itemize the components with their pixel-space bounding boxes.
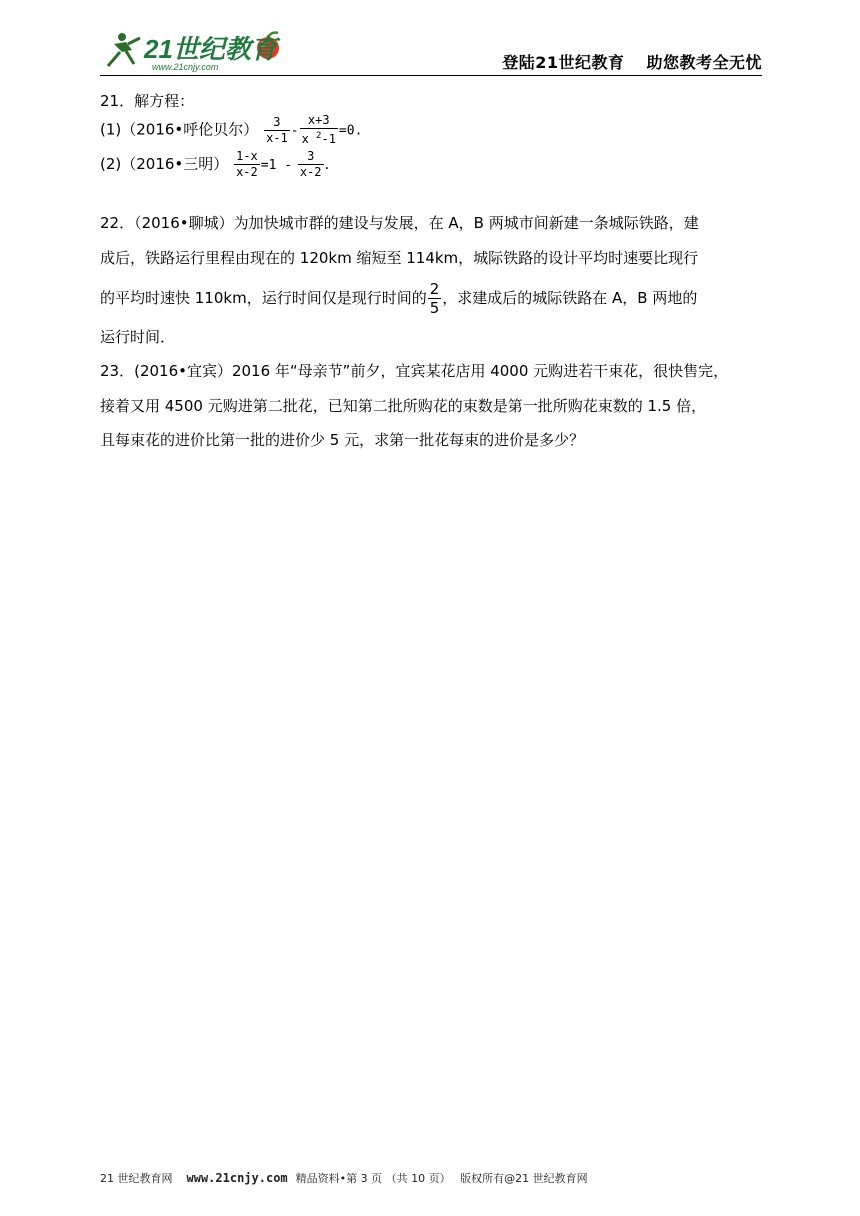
- header-divider: [100, 75, 762, 76]
- q22-fraction: $\frac{2}{5}$: [429, 280, 440, 317]
- footer-copyright: 版权所有@21 世纪教育网: [460, 1172, 588, 1185]
- q21-p2-label: (2)（2016•三明）: [100, 155, 229, 173]
- slogan-left: 登陆21世纪教育: [502, 53, 625, 72]
- q22-line-2: 成后，铁路运行里程由现在的 120km 缩短至 114km，城际铁路的设计平均时速要比现行: [100, 249, 699, 267]
- q22-line-1: 22．（2016•聊城）为加快城市群的建设与发展，在 A，B 两城市间新建一条城际铁路，建: [100, 214, 699, 232]
- q21-p2-fraction-1: $\frac{1-x}{x-2}$: [236, 149, 258, 179]
- q21-p2-tail: .: [324, 155, 330, 173]
- footer-page: 精品资料•第 3 页 （共 10 页）: [295, 1172, 451, 1185]
- q22-line-4: 运行时间．: [100, 328, 176, 346]
- q21-part2: [100, 149, 329, 181]
- q21-p2-mid: =1 -: [260, 158, 293, 173]
- q23-line-3: 且每束花的进价比第一批的进价少 5 元，求第一批花每束的进价是多少？: [100, 431, 585, 449]
- q21-p1-fraction-1: $\frac{3}{x-1}$: [266, 114, 288, 145]
- page-header: [100, 28, 762, 76]
- q23-line-1: 23．(2016•宜宾）2016 年“母亲节”前夕，宜宾某花店用 4000 元购进若干束花，很快售完，: [100, 362, 729, 380]
- q21-p1-operator: -: [290, 123, 299, 139]
- q22-line-3: 的平均时速快 110km，运行时间仅是现行时间的 $\frac{2}{5}$ ，求建成后的城际铁路在 A，B 两地的: [100, 280, 698, 317]
- svg-text:21世纪教育: 21世纪教育: [144, 34, 277, 64]
- svg-text:www.21cnjy.com: www.21cnjy.com: [152, 62, 219, 72]
- q21-p1-label: (1)（2016•呼伦贝尔）: [100, 120, 259, 139]
- q21-p1-tail: =0.: [338, 123, 363, 139]
- q21-p1-fraction-2: $\frac{x+3}{x ^2-1}$: [301, 113, 336, 146]
- slogan-right: 助您教考全无忧: [646, 53, 762, 72]
- logo-21cnjy: [100, 28, 290, 74]
- q21-title: 21．解方程：: [100, 92, 195, 110]
- q21-part1: [100, 113, 362, 147]
- footer-left: 21 世纪教育网: [100, 1172, 173, 1185]
- footer-site: www.21cnjy.com: [186, 1171, 288, 1185]
- header-slogan: [502, 50, 762, 73]
- q21-p2-fraction-2: $\frac{3}{x-2}$: [299, 149, 322, 179]
- q23-line-2: 接着又用 4500 元购进第二批花，已知第二批所购花的束数是第一批所购花束数的 1.5 倍，: [100, 397, 707, 415]
- page-footer: [100, 1170, 764, 1186]
